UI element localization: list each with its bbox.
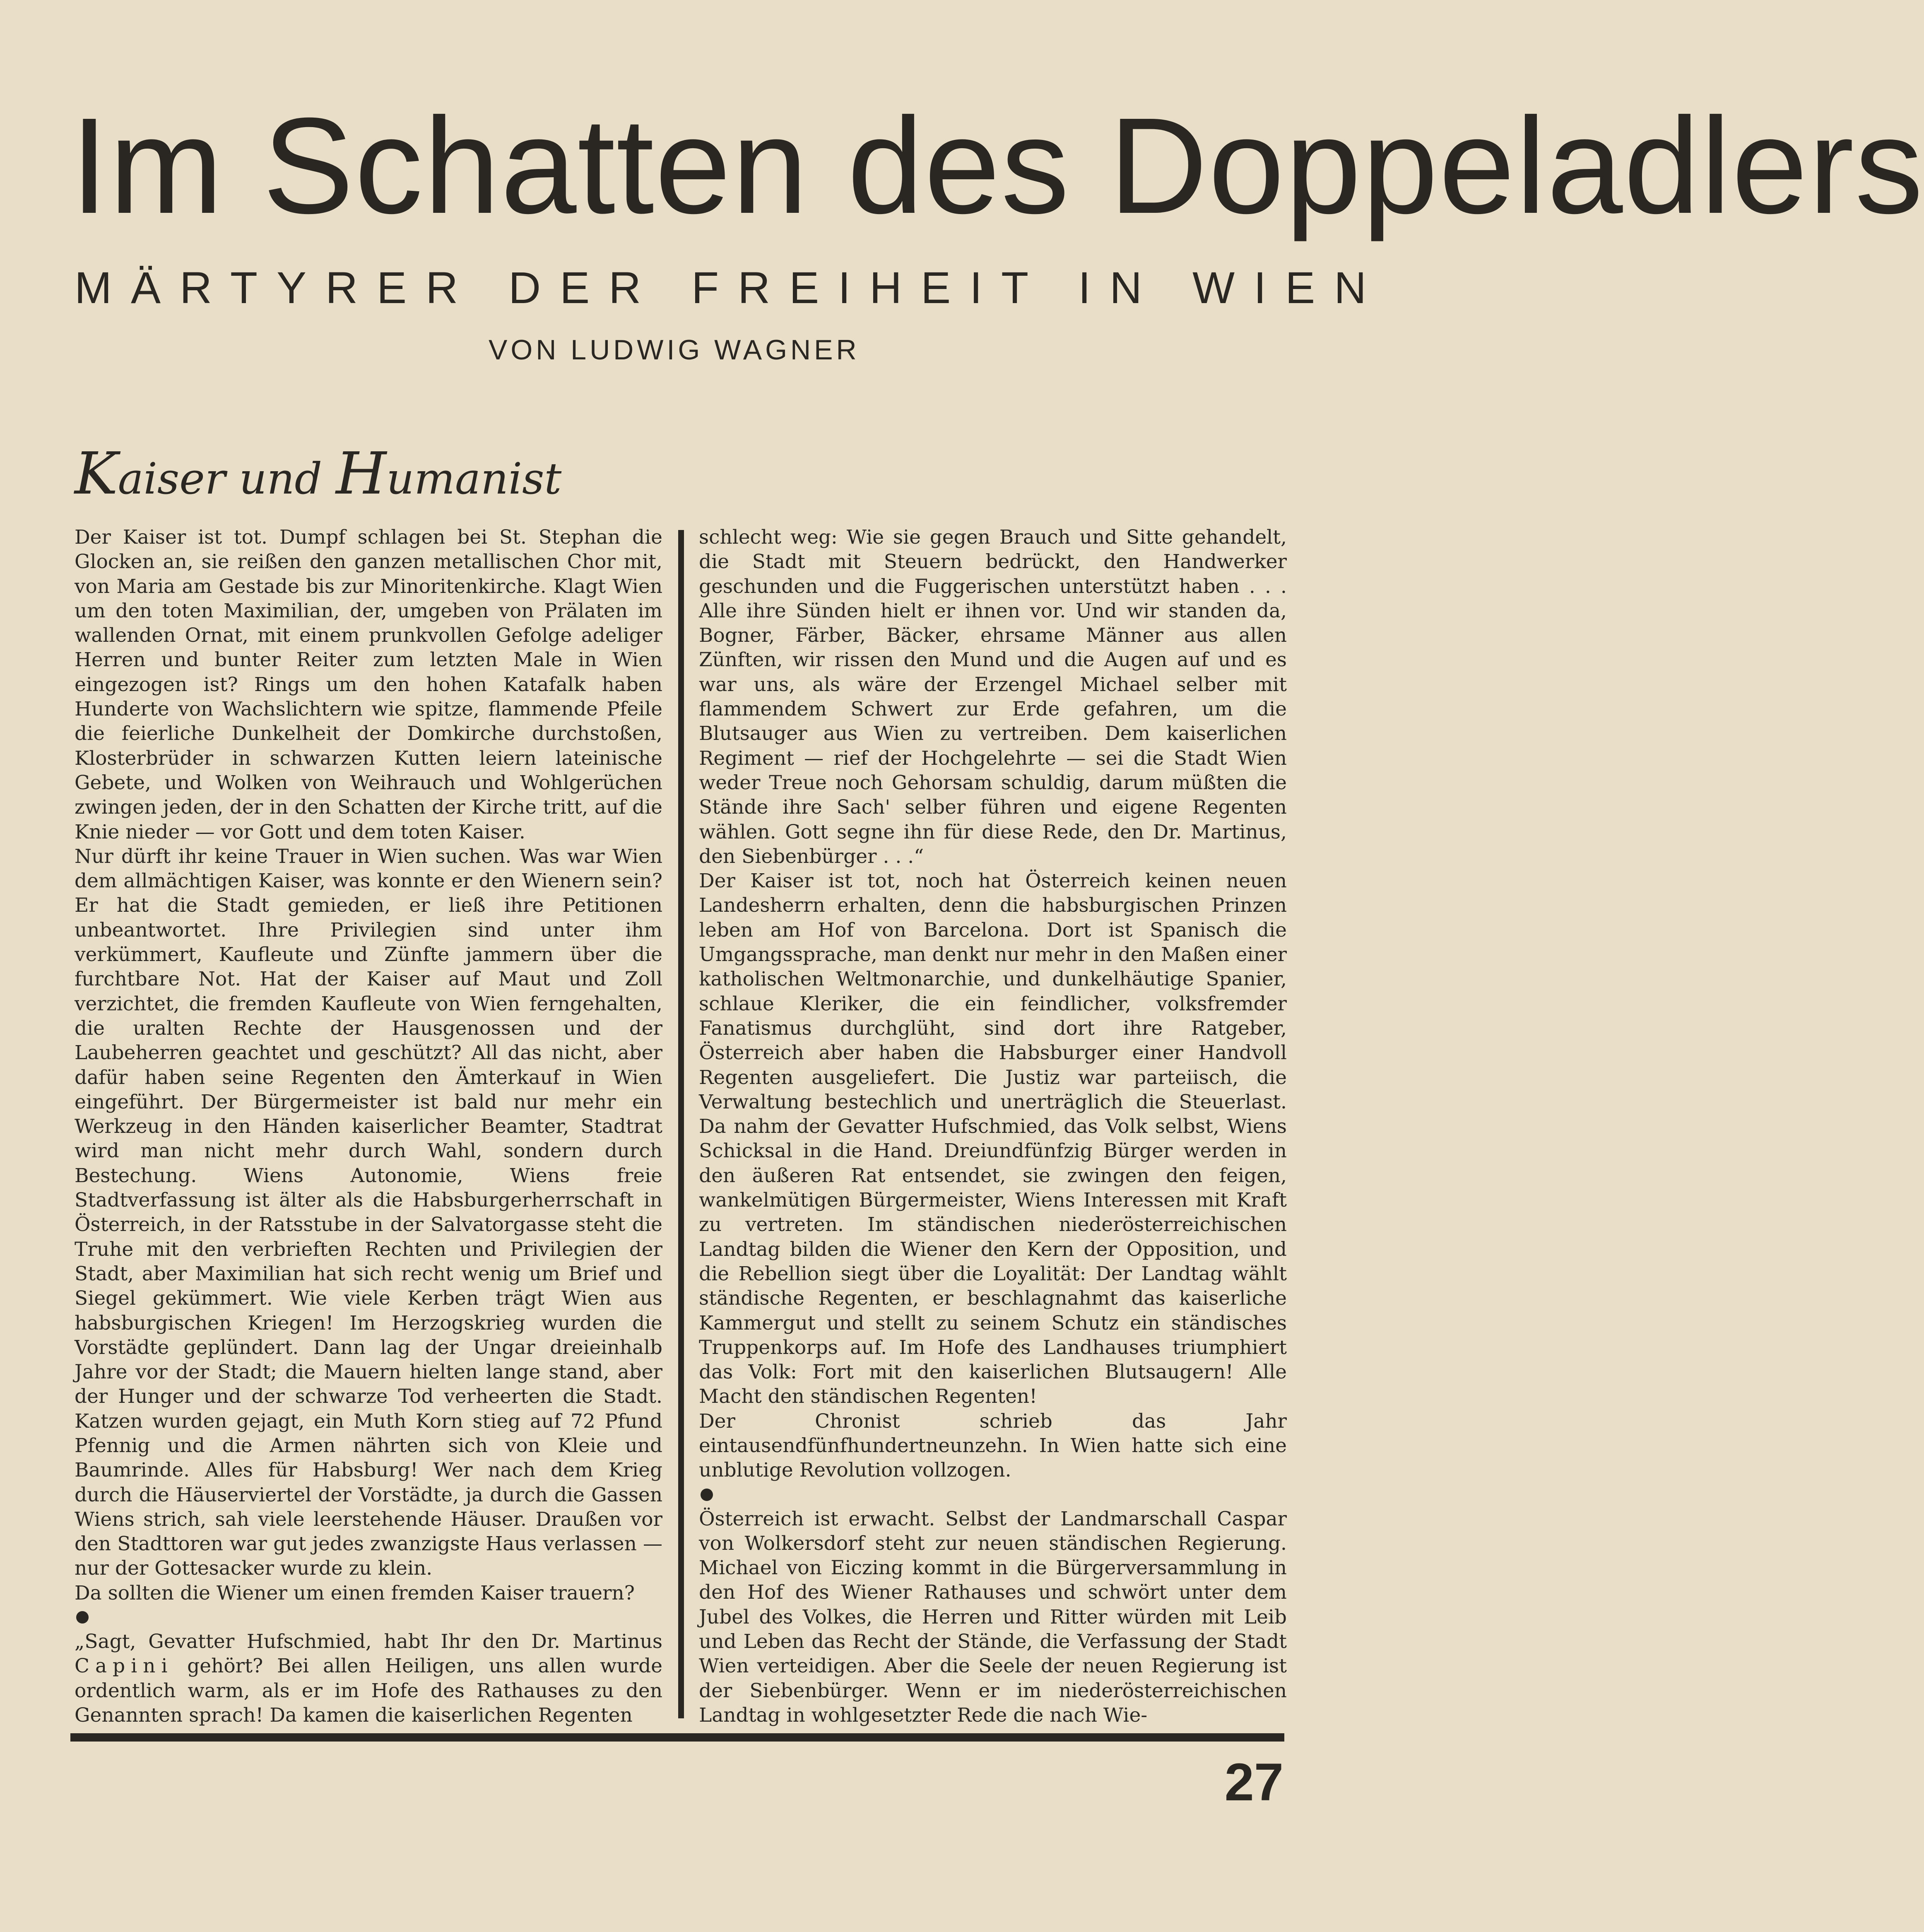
section-bullet-icon: [76, 1611, 89, 1624]
column-divider: [678, 530, 684, 1718]
paragraph: Der Kaiser ist tot. Dumpf schlagen bei St. Stephan die Glocken an, sie reißen den ganzen metallischen Chor mit, von Maria am Gestade bis zur Minoritenkirche. Klagt Wien um den toten Maximilian, der, umgeben von Prälaten im wallenden Ornat, mit einem prunkvollen Gefolge adeliger Herren und bunter Reiter zum letzten Male in Wien eingezogen ist? Rings um den hohen Katafalk haben Hunderte von Wachslichtern wie spitze, flammende Pfeile die feierliche Dunkelheit der Domkirche durchstoßen, Klosterbrüder in schwarzen Kutten leiern lateinische Gebete, und Wolken von Weihrauch und Wohlgerüchen zwingen jeden, der in den Schatten der Kirche tritt, auf die Knie nieder — vor Gott und dem toten Kaiser.: [75, 526, 662, 843]
right-column: [699, 525, 1287, 1727]
page-number: 27: [1224, 1753, 1283, 1812]
spaced-name: Capini: [75, 1655, 173, 1678]
footer-rule: [70, 1733, 1284, 1742]
heading-initial-h: H: [336, 440, 387, 508]
heading-text-1: aiser und: [118, 453, 336, 504]
section-bullet-icon: [701, 1489, 713, 1501]
paragraph: schlecht weg: Wie sie gegen Brauch und Sitte gehandelt, die Stadt mit Steuern bedrückt, den Handwerker geschunden und die Fuggerischen unterstützt haben . . . Alle ihre Sünden hielt er ihnen vor. Und wir standen da, Bogner, Färber, Bäcker, ehrsame Männer aus allen Zünften, wir rissen den Mund und die Augen auf und es war uns, als wäre der Erzengel Michael selber mit flammendem Schwert zur Erde gefahren, um die Blutsauger aus Wien zu vertreiben. Dem kaiserlichen Regiment — rief der Hochgelehrte — sei die Stadt Wien weder Treue noch Gehorsam schuldig, darum müßten die Stände ihre Sach' selber führen und eigene Regenten wählen. Gott segne ihn für diese Rede, den Dr. Martinus, den Siebenbürger . . .“: [699, 526, 1287, 868]
paragraph: [75, 1629, 662, 1727]
paragraph: Der Kaiser ist tot, noch hat Österreich keinen neuen Landesherrn erhalten, denn die habsburgischen Prinzen leben am Hof von Barcelona. Dort ist Spanisch die Umgangssprache, man denkt nur mehr in den Maßen einer katholischen Weltmonarchie, und dunkelhäutige Spanier, schlaue Kleriker, die ein feindlicher, volksfremder Fanatismus durchglüht, sind dort ihre Ratgeber, Österreich aber haben die Habsburger einer Handvoll Regenten ausgeliefert. Die Justiz war parteiisch, die Verwaltung bestechlich und unerträglich die Steuerlast. Da nahm der Gevatter Hufschmied, das Volk selbst, Wiens Schicksal in die Hand. Dreiundfünfzig Bürger werden in den äußeren Rat entsendet, sie zwingen den feigen, wankelmütigen Bürgermeister, Wiens Interessen mit Kraft zu vertreten. Im ständischen niederösterreichischen Landtag bilden die Wiener den Kern der Opposition, und die Rebellion siegt über die Loyalität: Der Landtag wählt ständische Regenten, er beschlagnahmt das kaiserliche Kammergut und stellt zu seinem Schutz ein ständisches Truppenkorps auf. Im Hofe des Landhauses triumphiert das Volk: Fort mit den kaiserlichen Blutsaugern! Alle Macht den ständischen Regenten!: [699, 870, 1287, 1408]
section-heading: [75, 440, 737, 508]
paragraph: Österreich ist erwacht. Selbst der Landmarschall Caspar von Wolkersdorf steht zur neuen ständischen Regierung. Michael von Eiczing kommt in die Bürgerversammlung in den Hof des Wiener Rathauses und schwört unter dem Jubel des Volkes, die Herren und Ritter würden mit Leib und Leben das Recht der Stände, die Verfassung der Stadt Wien verteidigen. Aber die Seele der neuen Regierung ist der Siebenbürger. Wenn er im niederösterreichischen Landtag in wohlgesetzter Rede die nach Wie-: [699, 1507, 1287, 1727]
paragraph: Da sollten die Wiener um einen fremden Kaiser trauern?: [75, 1581, 635, 1604]
author-byline: VON LUDWIG WAGNER: [489, 334, 860, 366]
paragraph: Der Chronist schrieb das Jahr eintausendfünfhundertneunzehn. In Wien hatte sich eine unblutige Revolution vollzogen.: [699, 1409, 1287, 1482]
article-title: Im Schatten des Doppeladlers: [70, 89, 1924, 242]
heading-text-2: umanist: [386, 453, 562, 504]
left-column: [75, 525, 662, 1727]
paragraph-text: „Sagt, Gevatter Hufschmied, habt Ihr den Dr. Martinus: [75, 1630, 662, 1653]
paragraph: Nur dürft ihr keine Trauer in Wien suchen. Was war Wien dem allmächtigen Kaiser, was konnte er den Wienern sein? Er hat die Stadt gemieden, er ließ ihre Petitionen unbeantwortet. Ihre Privilegien sind unter ihm verkümmert, Kaufleute und Zünfte jammern über die furchtbare Not. Hat der Kaiser auf Maut und Zoll verzichtet, die fremden Kaufleute von Wien ferngehalten, die uralten Rechte der Hausgenossen und der Laubeherren geachtet und geschützt? All das nicht, aber dafür haben seine Regenten den Ämterkauf in Wien eingeführt. Der Bürgermeister ist bald nur mehr ein Werkzeug in den Händen kaiserlicher Beamter, Stadtrat wird man nicht mehr durch Wahl, sondern durch Bestechung. Wiens Autonomie, Wiens freie Stadtverfassung ist älter als die Habsburgerherrschaft in Österreich, in der Ratsstube in der Salvatorgasse steht die Truhe mit den verbrieften Rechten und Privilegien der Stadt, aber Maximilian hat sich recht wenig um Brief und Siegel gekümmert. Wie viele Kerben trägt Wien aus habsburgischen Kriegen! Im Herzogskrieg wurden die Vorstädte geplündert. Dann lag der Ungar dreieinhalb Jahre vor der Stadt; die Mauern hielten lange stand, aber der Hunger und der schwarze Tod verheerten die Stadt. Katzen wurden gejagt, ein Muth Korn stieg auf 72 Pfund Pfennig und die Armen nährten sich von Kleie und Baumrinde. Alles für Habsburg! Wer nach dem Krieg durch die Häuserviertel der Vorstädte, ja durch die Gassen Wiens strich, sah viele leerstehende Häuser. Draußen vor den Stadttoren war gut jedes zwanzigste Haus verlassen — nur der Gottesacker wurde zu klein.: [75, 845, 662, 1580]
heading-initial-k: K: [75, 440, 118, 508]
article-subtitle: MÄRTYRER DER FREIHEIT IN WIEN: [75, 263, 1386, 313]
paragraph-text: gehört? Bei allen Heiligen, uns allen wurde ordentlich warm, als er im Hofe des Rathauses zu den Genannten sprach! Da kamen die kaiserlichen Regenten: [75, 1655, 662, 1727]
